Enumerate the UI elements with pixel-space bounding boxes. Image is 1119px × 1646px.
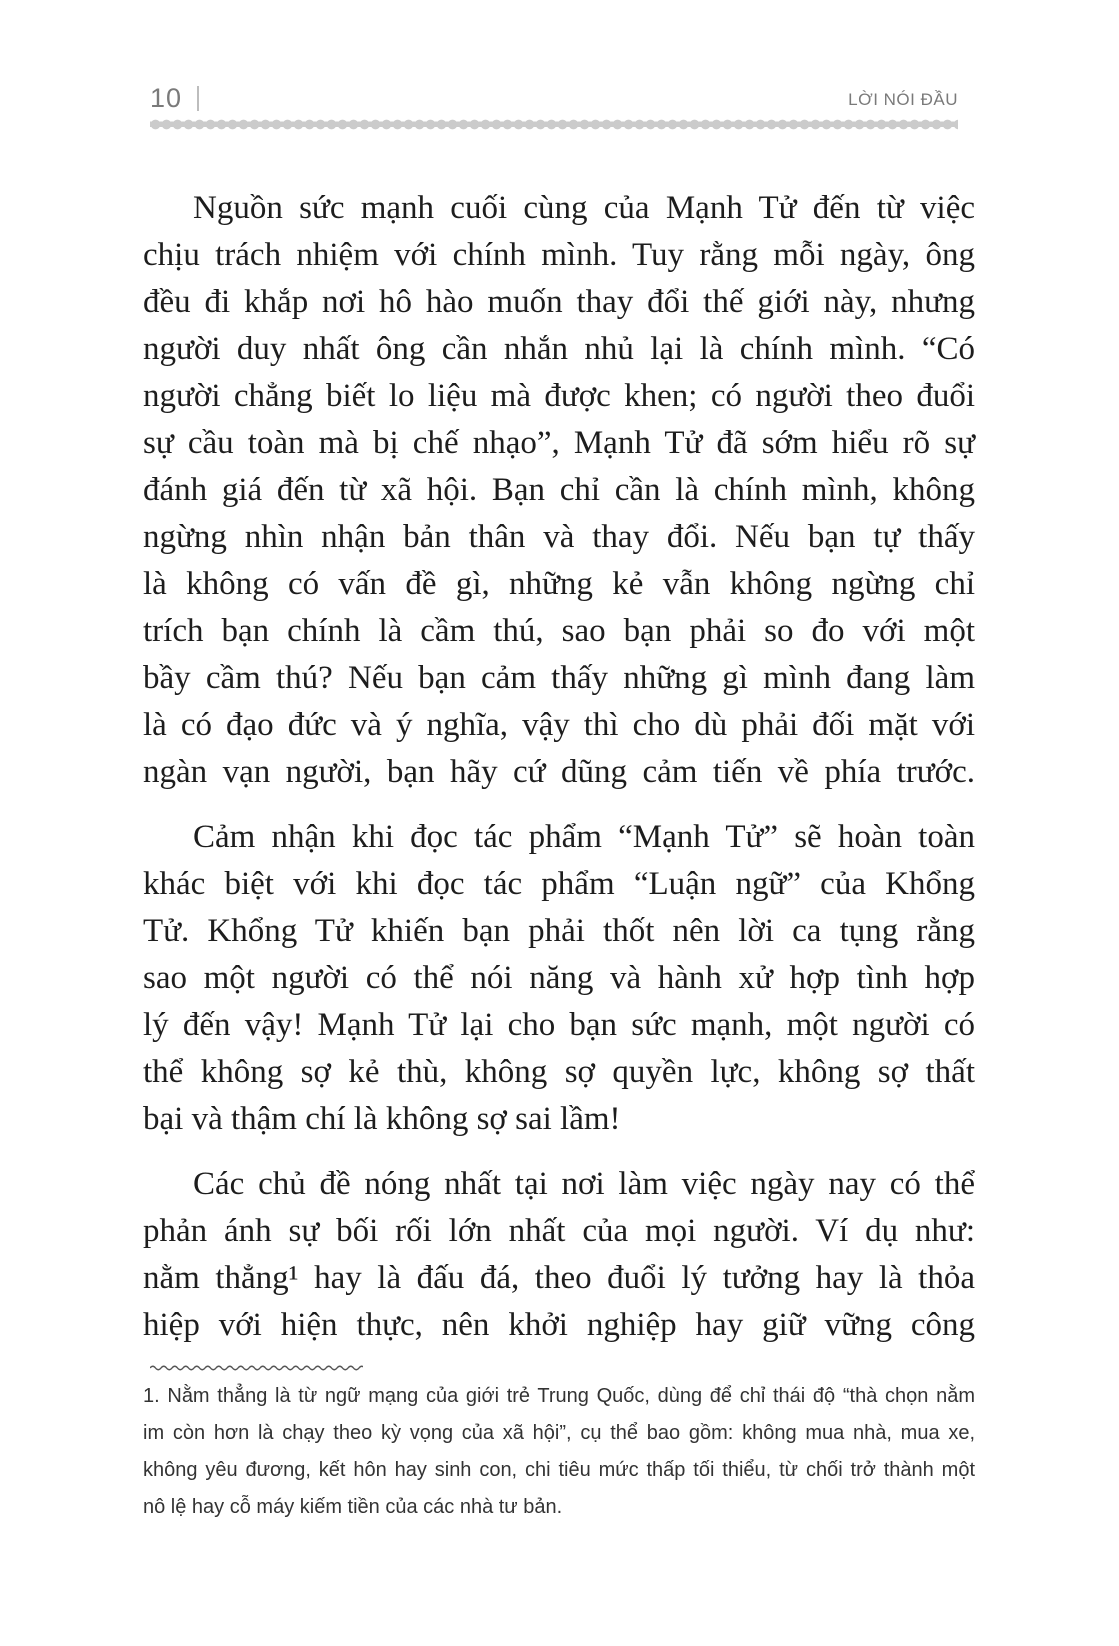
- text-line: hiệp với hiện thực, nên khởi nghiệp hay giữ vững công: [143, 1307, 975, 1343]
- text-line: đều đi khắp nơi hô hào muốn thay đổi thế giới này, nhưng: [143, 284, 975, 320]
- text-line: ngàn vạn người, bạn hãy cứ dũng cảm tiến về phía trước.: [143, 754, 975, 790]
- footnote-area: [143, 1363, 975, 1526]
- page-header: [150, 84, 958, 112]
- text-line: sự cầu toàn mà bị chế nhạo”, Mạnh Tử đã sớm hiểu rõ sự: [143, 425, 975, 461]
- text-line: trích bạn chính là cầm thú, sao bạn phải so đo với một: [143, 613, 975, 649]
- text-line: Cảm nhận khi đọc tác phẩm “Mạnh Tử” sẽ hoàn toàn: [193, 819, 975, 855]
- text-line: 1. Nằm thẳng là từ ngữ mạng của giới trẻ Trung Quốc, dùng để chỉ thái độ “thà chọn nằm: [143, 1385, 975, 1407]
- footnote-text: [143, 1378, 975, 1526]
- page-number-group: [150, 84, 199, 112]
- paragraph-3: [143, 1161, 975, 1349]
- text-line: người duy nhất ông cần nhắn nhủ lại là chính mình. “Có: [143, 331, 975, 367]
- text-line: chịu trách nhiệm với chính mình. Tuy rằng mỗi ngày, ông: [143, 237, 975, 273]
- text-line: phản ánh sự bối rối lớn nhất của mọi người. Ví dụ như:: [143, 1213, 975, 1249]
- text-line: Tử. Khổng Tử khiến bạn phải thốt nên lời ca tụng rằng: [143, 913, 975, 949]
- paragraph-1: [143, 185, 975, 796]
- page-number-divider: [197, 86, 199, 111]
- text-line: khác biệt với khi đọc tác phẩm “Luận ngữ” của Khổng: [143, 866, 975, 902]
- page-number: 10: [150, 83, 183, 113]
- footnote-separator-wave: [150, 1363, 363, 1372]
- text-line: sao một người có thể nói năng và hành xử hợp tình hợp: [143, 960, 975, 996]
- paragraph-2: [143, 814, 975, 1143]
- text-line: người chẳng biết lo liệu mà được khen; có người theo đuổi: [143, 378, 975, 414]
- running-head-section-title: LỜI NÓI ĐẦU: [848, 90, 958, 109]
- text-line: Các chủ đề nóng nhất tại nơi làm việc ngày nay có thể: [193, 1166, 975, 1202]
- text-line: là không có vấn đề gì, những kẻ vẫn không ngừng chỉ: [143, 566, 975, 602]
- text-line: thể không sợ kẻ thù, không sợ quyền lực, không sợ thất: [143, 1054, 975, 1090]
- text-line: đánh giá đến từ xã hội. Bạn chỉ cần là chính mình, không: [143, 472, 975, 508]
- text-line: bại và thậm chí là không sợ sai lầm!: [143, 1101, 621, 1137]
- text-line: lý đến vậy! Mạnh Tử lại cho bạn sức mạnh, một người có: [143, 1007, 975, 1043]
- text-line: Nguồn sức mạnh cuối cùng của Mạnh Tử đến từ việc: [193, 190, 975, 226]
- text-line: là có đạo đức và ý nghĩa, vậy thì cho dù phải đối mặt với: [143, 707, 975, 743]
- body-text: [143, 185, 975, 1349]
- text-line: nô lệ hay cỗ máy kiếm tiền của các nhà tư bản.: [143, 1496, 563, 1518]
- text-line: ngừng nhìn nhận bản thân và thay đổi. Nếu bạn tự thấy: [143, 519, 975, 555]
- text-line: không yêu đương, kết hôn hay sinh con, chi tiêu mức thấp tối thiểu, từ chối trở thành một: [143, 1459, 975, 1481]
- text-line: nằm thẳng¹ hay là đấu đá, theo đuổi lý tưởng hay là thỏa: [143, 1260, 975, 1296]
- header-decorative-band: [150, 119, 958, 130]
- text-line: im còn hơn là chạy theo kỳ vọng của xã hội”, cụ thể bao gồm: không mua nhà, mua xe,: [143, 1422, 975, 1444]
- text-line: bầy cầm thú? Nếu bạn cảm thấy những gì mình đang làm: [143, 660, 975, 696]
